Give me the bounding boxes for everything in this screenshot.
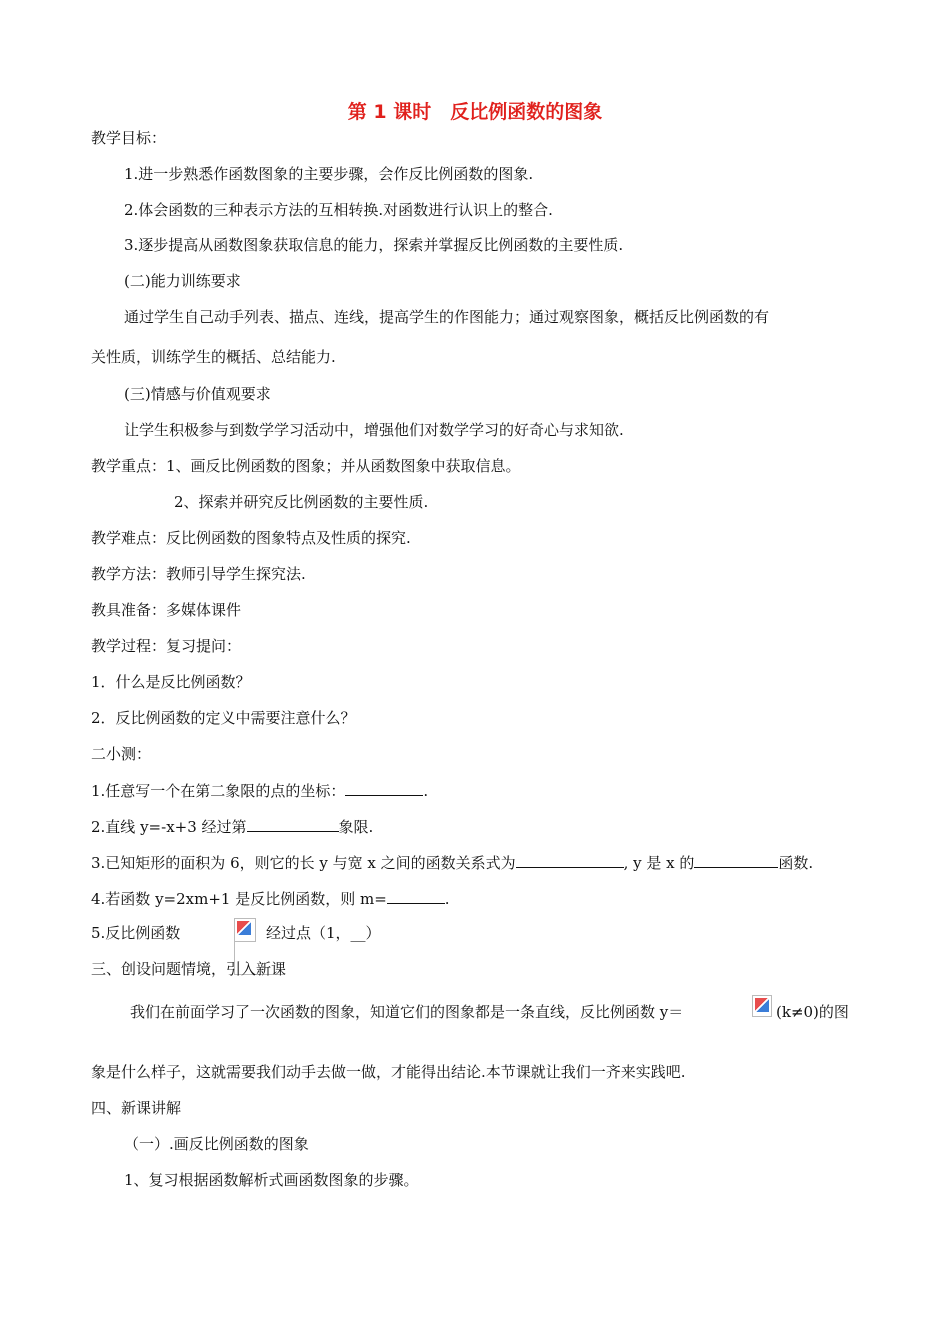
- quiz-q5-suffix: 经过点（1，__）: [266, 924, 381, 942]
- intro-text-1a: 我们在前面学习了一次函数的图象，知道它们的图象都是一条直线，反比例函数 y＝: [130, 1003, 684, 1021]
- objective-3: 3.逐步提高从函数图象获取信息的能力，探索并掌握反比例函数的主要性质.: [124, 236, 624, 254]
- formula-image-icon: [752, 995, 772, 1017]
- ability-text-2: 关性质，训练学生的概括、总结能力.: [91, 348, 336, 366]
- quiz-question-3: [91, 852, 813, 873]
- answer-blank-3a[interactable]: [516, 852, 624, 868]
- quiz-heading: 二小测：: [91, 745, 152, 763]
- formula-image-icon: [234, 918, 256, 942]
- intro-text-1b: (k≠0)的图: [776, 1003, 849, 1021]
- emotion-heading: (三)情感与价值观要求: [124, 385, 271, 403]
- section-3-heading: 三、创设问题情境，引入新课: [91, 960, 287, 978]
- objective-2: 2.体会函数的三种表示方法的互相转换.对函数进行认识上的整合.: [124, 201, 553, 219]
- subsection-1-heading: （一）.画反比例函数的图象: [124, 1135, 309, 1153]
- review-question-2: 2．反比例函数的定义中需要注意什么？: [91, 709, 356, 727]
- quiz-q4-suffix: .: [444, 890, 450, 908]
- tools: 教具准备：多媒体课件: [91, 601, 242, 619]
- intro-text-2: 象是什么样子，这就需要我们动手去做一做，才能得出结论.本节课就让我们一齐来实践吧.: [91, 1063, 686, 1081]
- quiz-q1-text: 1.任意写一个在第二象限的点的坐标：: [91, 782, 346, 800]
- key-points-2: 2、探索并研究反比例函数的主要性质.: [174, 493, 429, 511]
- quiz-q3-mid: , y 是 x 的: [623, 854, 695, 872]
- emotion-text: 让学生积极参与到数学学习活动中，增强他们对数学学习的好奇心与求知欲.: [124, 421, 624, 439]
- ability-text-1: 通过学生自己动手列表、描点、连线，提高学生的作图能力；通过观察图象，概括反比例函数的有: [124, 308, 770, 326]
- ability-heading: (二)能力训练要求: [124, 272, 241, 290]
- quiz-q5-text: 5.反比例函数: [91, 924, 181, 942]
- quiz-q2-text: 2.直线 y=-x+3 经过第: [91, 818, 247, 836]
- process: 教学过程：复习提问：: [91, 637, 242, 655]
- answer-blank-1[interactable]: [345, 780, 423, 796]
- difficulty: 教学难点：反比例函数的图象特点及性质的探究.: [91, 529, 411, 547]
- answer-blank-3b[interactable]: [694, 852, 778, 868]
- quiz-question-4: [91, 888, 450, 909]
- answer-blank-2[interactable]: [247, 816, 339, 832]
- quiz-q1-suffix: .: [423, 782, 429, 800]
- step-1: 1、复习根据函数解析式画函数图象的步骤。: [124, 1171, 419, 1189]
- quiz-q3-text: 3.已知矩形的面积为 6，则它的长 y 与宽 x 之间的函数关系式为: [91, 854, 516, 872]
- objectives-heading: 教学目标：: [91, 129, 167, 147]
- key-points-1: 教学重点：1、画反比例函数的图象；并从函数图象中获取信息。: [91, 457, 521, 475]
- objective-1: 1.进一步熟悉作函数图象的主要步骤，会作反比例函数的图象.: [124, 165, 534, 183]
- answer-blank-4[interactable]: [387, 888, 445, 904]
- quiz-question-1: [91, 780, 428, 801]
- quiz-q4-text: 4.若函数 y=2xm+1 是反比例函数，则 m=: [91, 890, 387, 908]
- page-title: 第 1 课时 反比例函数的图象: [347, 101, 603, 123]
- review-question-1: 1．什么是反比例函数？: [91, 673, 251, 691]
- quiz-q3-suffix: 函数.: [778, 854, 814, 872]
- method: 教学方法：教师引导学生探究法.: [91, 565, 306, 583]
- quiz-question-5: [91, 923, 180, 943]
- section-4-heading: 四、新课讲解: [91, 1099, 182, 1117]
- quiz-q2-suffix: 象限.: [338, 818, 374, 836]
- quiz-question-2: [91, 816, 373, 837]
